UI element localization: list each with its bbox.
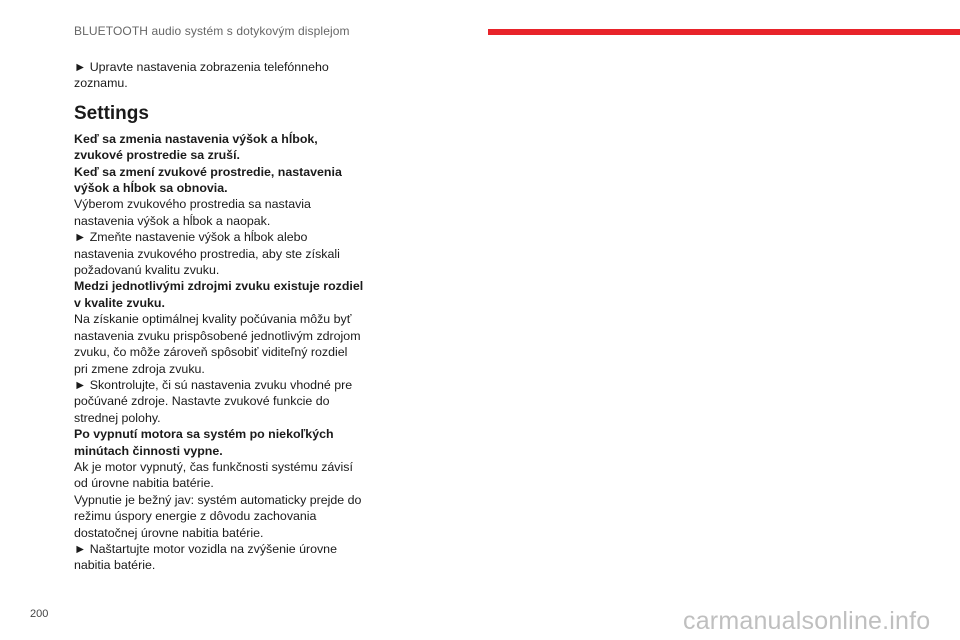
bullet-paragraph: ► Zmeňte nastavenie výšok a hĺbok alebo nastavenia zvukového prostredia, aby ste získali požadovanú kvalitu zvuku. <box>74 229 364 278</box>
bold-paragraph: Keď sa zmení zvukové prostredie, nastavenia výšok a hĺbok sa obnovia. <box>74 164 342 196</box>
bullet-paragraph: ► Skontrolujte, či sú nastavenia zvuku vhodné pre počúvané zdroje. Nastavte zvukové funkcie do strednej polohy. <box>74 377 364 426</box>
text-column <box>74 59 364 574</box>
watermark: carmanualsonline.info <box>683 607 931 635</box>
page-number: 200 <box>30 608 49 620</box>
running-header: BLUETOOTH audio systém s dotykovým displejom <box>74 24 350 38</box>
bold-paragraph: Po vypnutí motora sa systém po niekoľkých minútach činnosti vypne. <box>74 427 334 458</box>
bold-paragraph: Medzi jednotlivými zdrojmi zvuku existuje rozdiel v kvalite zvuku. <box>74 279 364 310</box>
bold-paragraph: Keď sa zmenia nastavenia výšok a hĺbok, zvukové prostredie sa zruší. <box>74 131 318 163</box>
intro-bullet: ► Upravte nastavenia zobrazenia telefónneho zoznamu. <box>74 59 364 92</box>
paragraph: Ak je motor vypnutý, čas funkčnosti systému závisí od úrovne nabitia batérie. <box>74 459 353 491</box>
section-body <box>74 131 364 574</box>
header-accent-bar <box>488 29 960 35</box>
section-heading: Settings <box>74 102 149 124</box>
bullet-paragraph: ► Naštartujte motor vozidla na zvýšenie úrovne nabitia batérie. <box>74 541 364 574</box>
paragraph: Výberom zvukového prostredia sa nastavia nastavenia výšok a hĺbok a naopak. <box>74 197 311 228</box>
paragraph: Na získanie optimálnej kvality počúvania môžu byť nastavenia zvuku prispôsobené jednotlivým zdrojom zvuku, čo môže zároveň spôsobiť viditeľný rozdiel pri zmene zdroja zvuku. <box>74 312 361 376</box>
paragraph: Vypnutie je bežný jav: systém automaticky prejde do režimu úspory energie z dôvodu zachovania dostatočnej úrovne nabitia batérie. <box>74 492 362 540</box>
